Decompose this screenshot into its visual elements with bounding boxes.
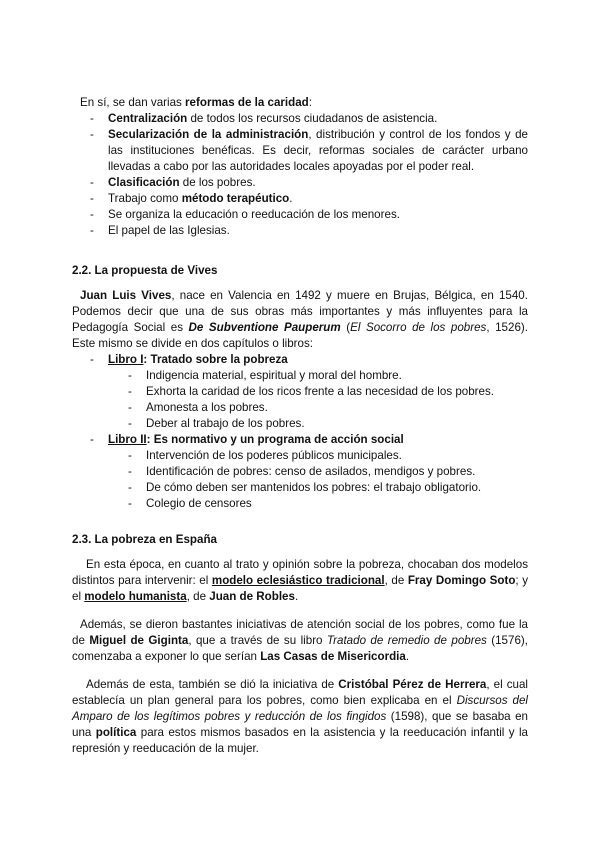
- reformas-item: - Secularización de la administración, distribución y control de los fondos y de las instituciones benéficas. Es decir, reformas sociales de carácter urbano llevadas a cabo por las autoridades locales apoyadas por el poder real.: [90, 128, 528, 173]
- reformas-item: - El papel de las Iglesias.: [90, 224, 230, 237]
- reformas-section: [72, 95, 528, 239]
- espana-paragraph-3: Además de esta, también se dió la iniciativa de Cristóbal Pérez de Herrera, el cual establecía un plan general para los pobres, como bien explicaba en el Discursos del Amparo de los legítimos pobres y reducción de los fingidos (1598), que se basaba en una política para estos mismos basados en la asistencia y la reeducación infantil y la represión y reeducación de la mujer.: [72, 678, 528, 755]
- espana-paragraph-2: Además, se dieron bastantes iniciativas de atención social de los pobres, como fue la de Miguel de Giginta, que a través de su libro Tratado de remedio de pobres (1576), comenzaba a exponer lo que serían Las Casas de Misericordia.: [72, 618, 528, 663]
- reformas-item: - Trabajo como método terapéutico.: [90, 192, 293, 205]
- reformas-item: - Centralización de todos los recursos ciudadanos de asistencia.: [90, 112, 438, 125]
- book-2-item: - Colegio de censores: [128, 497, 252, 510]
- vives-paragraph: Juan Luis Vives, nace en Valencia en 1492 y muere en Brujas, Bélgica, en 1540. Podemos decir que una de sus obras más importantes y más influyentes para la Pedagogía Social es De Subventione Pauperum (El Socorro de los pobres, 1526). Este mismo se divide en dos capítulos o libros:: [72, 289, 528, 350]
- vives-section: [72, 263, 528, 512]
- reformas-intro: En sí, se dan varias reformas de la caridad:: [80, 96, 313, 109]
- book-1-item: - Indigencia material, espiritual y moral del hombre.: [128, 369, 402, 382]
- book-1-title: - Libro I: Tratado sobre la pobreza: [90, 353, 288, 366]
- book-1-item: - Deber al trabajo de los pobres.: [128, 417, 305, 430]
- book-2-item: - De cómo deben ser mantenidos los pobres: el trabajo obligatorio.: [128, 481, 482, 494]
- book-2-title: - Libro II: Es normativo y un programa de acción social: [90, 433, 404, 446]
- reformas-item: - Se organiza la educación o reeducación de los menores.: [90, 208, 400, 221]
- book-1-item: - Amonesta a los pobres.: [128, 401, 268, 414]
- reformas-item: - Clasificación de los pobres.: [90, 176, 256, 189]
- espana-section: [72, 532, 528, 757]
- espana-heading: 2.3. La pobreza en España: [72, 533, 217, 546]
- book-1-item: - Exhorta la caridad de los ricos frente a las necesidad de los pobres.: [128, 385, 495, 398]
- espana-paragraph-1: En esta época, en cuanto al trato y opinión sobre la pobreza, chocaban dos modelos distintos para intervenir: el modelo eclesiástico tradicional, de Fray Domingo Soto; y el modelo humanista, de Juan de Robles.: [72, 558, 528, 603]
- vives-heading: 2.2. La propuesta de Vives: [72, 264, 218, 277]
- book-2-item: - Identificación de pobres: censo de asilados, mendigos y pobres.: [128, 465, 476, 478]
- book-2-item: - Intervención de los poderes públicos municipales.: [128, 449, 402, 462]
